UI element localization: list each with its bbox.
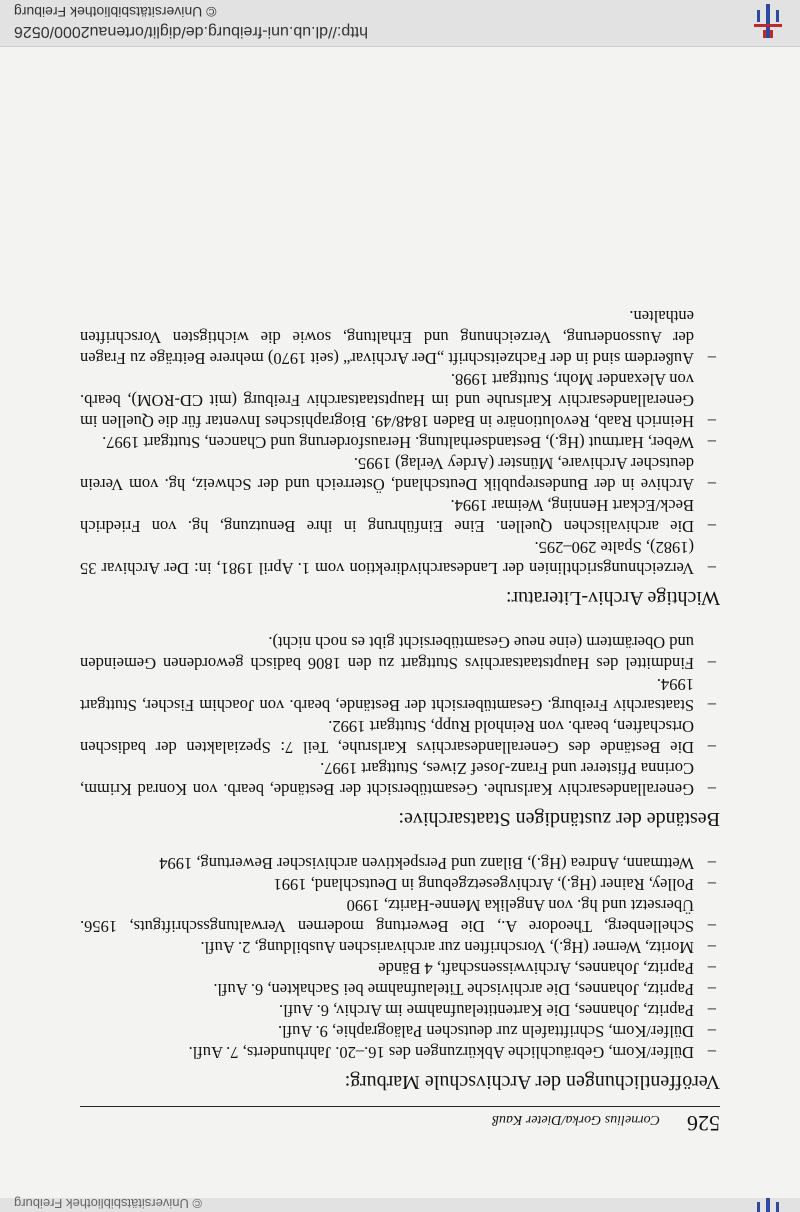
university-logo-icon	[754, 4, 782, 38]
list-item: – Die archivalischen Quellen. Eine Einführung in ihre Benutzung, hg. von Friedrich Beck/Eckart Henning, Weimar 1994.	[80, 495, 720, 537]
list-item: – Weber, Hartmut (Hg.), Bestandserhaltung. Herausforderung und Chancen, Stuttgart 1997.	[80, 432, 720, 453]
scanned-page	[60, 50, 740, 1170]
list-item: – Papritz, Johannes, Die archivische Titelaufnahme bei Sachakten, 6. Aufl.	[80, 979, 720, 1000]
viewer-header	[0, 0, 800, 47]
section-staatsarchive	[80, 632, 720, 829]
list-item: – Generallandesarchiv Karlsruhe. Gesamtübersicht der Bestände, bearb. von Konrad Krimm, Corinna Pfisterer und Franz-Josef Ziwes, Stuttgart 1997.	[80, 758, 720, 800]
list-item: – Die Bestände des Generallandesarchivs Karlsruhe, Teil 7: Spezialakten der badischen Ortschaften, bearb. von Reinhold Rupp, Stuttgart 1992.	[80, 716, 720, 758]
page-number: 526	[687, 1111, 720, 1136]
list-item: – Polley, Rainer (Hg.), Archivgesetzgebung in Deutschland, 1991	[80, 874, 720, 895]
list-item: – Staatsarchiv Freiburg. Gesamtübersicht der Bestände, bearb. von Joachim Fischer, Stuttgart 1994.	[80, 674, 720, 716]
list-item: – Dülfer/Korn, Gebräuchliche Abkürzungen des 16.–20. Jahrhunderts, 7. Aufl.	[80, 1042, 720, 1063]
copyright-notice: © Universitätsbibliothek Freiburg	[14, 4, 217, 20]
list-item: – Findmittel des Hauptstaatsarchivs Stuttgart zu den 1806 badisch gewordenen Gemeinden und Oberämtern (eine neue Gesamtübersicht gibt es noch nicht).	[80, 632, 720, 674]
list-item: – Archive in der Bundesrepublik Deutschland, Österreich und der Schweiz, hg. vom Verein deutscher Archivare, Münster (Ardey Verlag) 1995.	[80, 453, 720, 495]
list-item: – Moritz, Werner (Hg.), Vorschriften zur archivarischen Ausbildung, 2. Aufl.	[80, 937, 720, 958]
viewer-footer	[0, 1198, 800, 1212]
reference-list	[80, 306, 720, 579]
reference-list	[80, 853, 720, 1063]
section-archivschule	[80, 853, 720, 1092]
running-head	[80, 1106, 720, 1134]
section-heading: Bestände der zuständigen Staatsarchive:	[398, 808, 720, 830]
list-item: – Wettmann, Andrea (Hg.), Bilanz und Perspektiven archivischer Bewertung, 1994	[80, 853, 720, 874]
list-item: – Papritz, Johannes, Archivwissenschaft, 4 Bände	[80, 958, 720, 979]
list-item: – Papritz, Johannes, Die Kartentitelaufnahme im Archiv, 6. Aufl.	[80, 1000, 720, 1021]
section-archiv-literatur	[80, 306, 720, 608]
section-heading: Veröffentlichungen der Archivschule Marburg:	[344, 1071, 720, 1093]
footer-copyright: © Universitätsbibliothek Freiburg	[14, 1196, 203, 1211]
author-line: Cornelius Gorka/Dieter Kauß	[492, 1112, 660, 1127]
reference-list	[80, 632, 720, 800]
footer-logo-icon	[754, 1198, 782, 1212]
list-item: – Schellenberg, Theodore A., Die Bewertung modernen Verwaltungsschriftguts, 1956. Übersetzt und hg. von Angelika Menne-Haritz, 1990	[80, 895, 720, 937]
list-item: – Verzeichnungsrichtlinien der Landesarchivdirektion vom 1. April 1981, in: Der Archivar 35 (1982), Spalte 290–295.	[80, 537, 720, 579]
list-item: – Außerdem sind in der Fachzeitschrift „Der Archivar“ (seit 1970) mehrere Beiträge zu Fragen der Aussonderung, Verzeichnung und Erhaltung, sowie die wichtigsten Vorschriften enthalten.	[80, 306, 720, 369]
list-item: – Heinrich Raab, Revolutionäre in Baden 1848/49. Biographisches Inventar für die Quellen im Generallandesarchiv Karlsruhe und im Hauptstaatsarchiv Freiburg (mit CD-ROM), bearb. von Alexander Mohr, Stuttgart 1998.	[80, 369, 720, 432]
source-url[interactable]: http://dl.ub.uni-freiburg.de/diglit/ortenau2000/0526	[14, 23, 369, 40]
list-item: – Dülfer/Korn, Schrifttafeln zur deutschen Paläographie, 9. Aufl.	[80, 1021, 720, 1042]
section-heading: Wichtige Archiv-Literatur:	[505, 587, 720, 609]
